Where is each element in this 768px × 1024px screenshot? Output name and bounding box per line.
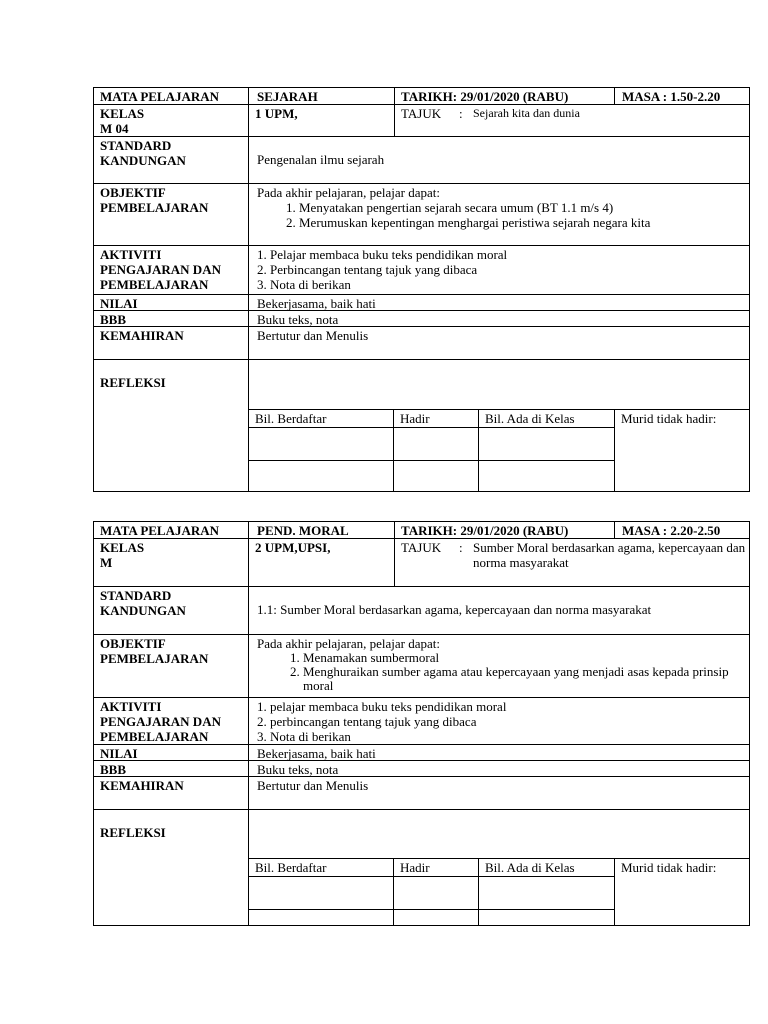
lesson-plan-table [93,87,750,492]
bbb-value: Buku teks, nota [248,310,750,326]
bbb-value: Buku teks, nota [248,760,750,776]
objektif-label-line1: OBJEKTIF [100,185,166,200]
aktiviti-label-line2: PENGAJARAN DAN [100,262,221,277]
refleksi-label-text: REFLEKSI [100,375,166,390]
kemahiran-label: KEMAHIRAN [93,326,248,359]
tajuk-cell [394,538,750,586]
aktiviti-item: 2. Perbincangan tentang tajuk yang dibaca [257,262,478,277]
tajuk-value: Sejarah kita dan dunia [473,106,580,120]
nilai-value: Bekerjasama, baik hati [248,744,750,760]
objektif-item: 1. Menamakan sumbermoral [303,651,742,665]
nilai-value: Bekerjasama, baik hati [248,294,750,310]
objektif-list [257,200,750,230]
bil-berdaftar-cell [248,909,393,926]
objektif-item: 2. Menghuraikan sumber agama atau kepercayaan yang menjadi asas kepada prinsip moral [303,665,742,693]
hadir-cell [393,876,478,909]
kemahiran-value: Bertutur dan Menulis [248,776,750,809]
murid-tidak-hadir-cell: Murid tidak hadir: [614,409,750,492]
objektif-intro: Pada akhir pelajaran, pelajar dapat: [257,185,440,200]
standard-value-text: 1.1: Sumber Moral berdasarkan agama, kepercayaan dan norma masyarakat [257,602,652,617]
tajuk-value: Sumber Moral berdasarkan agama, kepercayaan dan norma masyarakat [473,540,746,570]
standard-kandungan-value [248,136,750,183]
kemahiran-label: KEMAHIRAN [93,776,248,809]
bil-ada-cell [478,876,614,909]
refleksi-space [248,809,750,858]
bil-berdaftar-header: Bil. Berdaftar [248,858,393,876]
nilai-label: NILAI [93,294,248,310]
standard-label-line1: STANDARD [100,138,172,153]
tarikh-value: TARIKH: 29/01/2020 (RABU) [394,87,614,104]
aktiviti-item: 2. perbincangan tentang tajuk yang dibaca [257,714,477,729]
aktiviti-item: 3. Nota di berikan [257,277,351,292]
mata-pelajaran-label: MATA PELAJARAN [93,521,248,538]
aktiviti-label-line3: PEMBELAJARAN [100,729,209,744]
kelas-value: 2 UPM,UPSI, [248,538,394,586]
objektif-list [257,651,750,693]
aktiviti-item: 1. pelajar membaca buku teks pendidikan moral [257,699,507,714]
standard-kandungan-value [248,586,750,634]
objektif-item: 1. Menyatakan pengertian sejarah secara umum (BT 1.1 m/s 4) [299,200,750,215]
subject-value: PEND. MORAL [248,521,394,538]
aktiviti-value [248,697,750,744]
bil-ada-cell [478,427,614,460]
bil-ada-cell [478,460,614,492]
objektif-label [93,634,248,697]
hadir-header: Hadir [393,409,478,427]
kelas-label-line2: M [100,555,113,570]
aktiviti-label-line2: PENGAJARAN DAN [100,714,221,729]
objektif-label-line2: PEMBELAJARAN [100,651,209,666]
bil-berdaftar-cell [248,876,393,909]
kelas-value: 1 UPM, [248,104,394,136]
objektif-label-line1: OBJEKTIF [100,636,166,651]
objektif-intro: Pada akhir pelajaran, pelajar dapat: [257,636,440,651]
standard-label-line2: KANDUNGAN [100,603,186,618]
tajuk-colon: : [459,106,463,121]
objektif-value [248,634,750,697]
standard-kandungan-label [93,136,248,183]
aktiviti-label [93,697,248,744]
hadir-cell [393,427,478,460]
lesson-plan-table [93,521,750,926]
kelas-label-line1: KELAS [100,106,145,121]
bil-berdaftar-cell [248,460,393,492]
tarikh-value: TARIKH: 29/01/2020 (RABU) [394,521,614,538]
tajuk-label: TAJUK [401,540,442,555]
refleksi-space [248,359,750,409]
murid-tidak-hadir-cell: Murid tidak hadir: [614,858,750,926]
kelas-label-line2: M 04 [100,121,129,136]
refleksi-label-text: REFLEKSI [100,825,166,840]
refleksi-label [93,809,248,926]
bil-berdaftar-cell [248,427,393,460]
bil-ada-header: Bil. Ada di Kelas [478,858,614,876]
tajuk-colon: : [459,540,463,555]
subject-value: SEJARAH [248,87,394,104]
aktiviti-label-line3: PEMBELAJARAN [100,277,209,292]
standard-label-line2: KANDUNGAN [100,153,186,168]
bil-berdaftar-header: Bil. Berdaftar [248,409,393,427]
hadir-cell [393,909,478,926]
aktiviti-item: 1. Pelajar membaca buku teks pendidikan moral [257,247,508,262]
standard-kandungan-label [93,586,248,634]
tajuk-cell [394,104,750,136]
standard-label-line1: STANDARD [100,588,172,603]
bil-ada-cell [478,909,614,926]
nilai-label: NILAI [93,744,248,760]
masa-value: MASA : 1.50-2.20 [614,87,750,104]
objektif-label [93,183,248,245]
tajuk-label: TAJUK [401,106,442,121]
aktiviti-label-line1: AKTIVITI [100,247,162,262]
hadir-header: Hadir [393,858,478,876]
aktiviti-value [248,245,750,294]
kelas-label [93,104,248,136]
kemahiran-value: Bertutur dan Menulis [248,326,750,359]
aktiviti-label [93,245,248,294]
mata-pelajaran-label: MATA PELAJARAN [93,87,248,104]
bil-ada-header: Bil. Ada di Kelas [478,409,614,427]
objektif-label-line2: PEMBELAJARAN [100,200,209,215]
bbb-label: BBB [93,760,248,776]
objektif-value [248,183,750,245]
bbb-label: BBB [93,310,248,326]
standard-value-text: Pengenalan ilmu sejarah [257,152,385,167]
aktiviti-label-line1: AKTIVITI [100,699,162,714]
kelas-label [93,538,248,586]
hadir-cell [393,460,478,492]
refleksi-label [93,359,248,492]
kelas-label-line1: KELAS [100,540,145,555]
objektif-item: 2. Merumuskan kepentingan menghargai peristiwa sejarah negara kita [299,215,750,230]
masa-value: MASA : 2.20-2.50 [614,521,750,538]
aktiviti-item: 3. Nota di berikan [257,729,351,744]
